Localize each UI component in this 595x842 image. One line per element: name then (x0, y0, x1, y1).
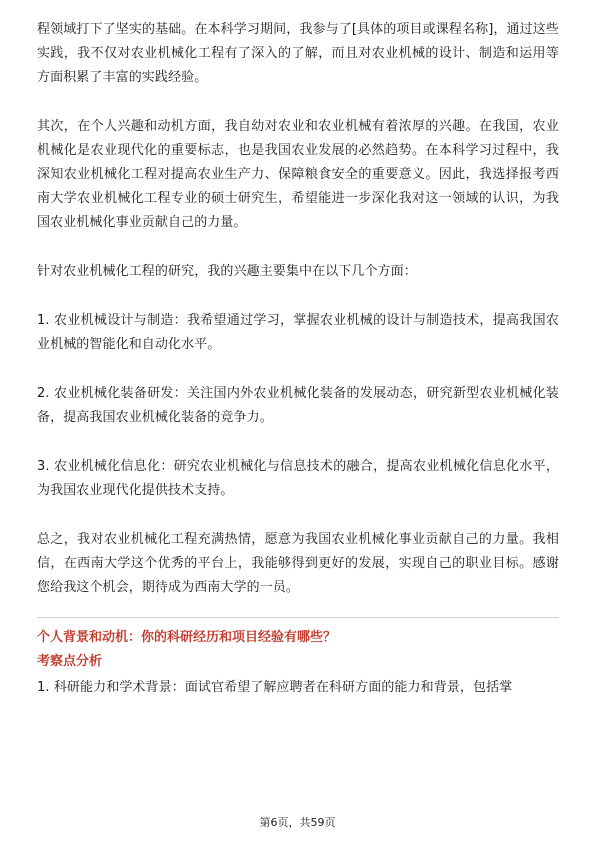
list-item-design-manufacturing: 1. 农业机械设计与制造：我希望通过学习，掌握农业机械的设计与制造技术，提高我国农业机械的智能化和自动化水平。 (37, 313, 559, 352)
section-subheading: 考察点分析 (37, 654, 103, 669)
section-heading: 个人背景和动机：你的科研经历和项目经验有哪些？ (37, 630, 337, 645)
page-content (37, 18, 559, 700)
paragraph-conclusion: 总之，我对农业机械化工程充满热情，愿意为我国农业机械化事业贡献自己的力量。我相信，在西南大学这个优秀的平台上，我能够得到更好的发展，实现自己的职业目标。感谢您给我这个机会，期待成为西南大学的一员。 (37, 532, 559, 595)
section-divider (37, 617, 559, 618)
list-item-equipment-rd: 2. 农业机械化装备研发：关注国内外农业机械化装备的发展动态，研究新型农业机械化装备，提高我国农业机械化装备的竞争力。 (37, 386, 559, 425)
analysis-item-1: 1. 科研能力和学术背景：面试官希望了解应聘者在科研方面的能力和背景，包括掌 (37, 680, 513, 695)
paragraph-research-interests-lead: 针对农业机械化工程的研究，我的兴趣主要集中在以下几个方面： (37, 264, 417, 279)
paragraph-intro-continued: 程领域打下了坚实的基础。在本科学习期间，我参与了[具体的项目或课程名称]，通过这些实践，我不仅对农业机械化工程有了深入的了解，而且对农业机械的设计、制造和运用等方面积累了丰富的实践经验。 (37, 22, 559, 85)
paragraph-interest-motivation: 其次，在个人兴趣和动机方面，我自幼对农业和农业机械有着浓厚的兴趣。在我国，农业机械化是农业现代化的重要标志，也是我国农业发展的必然趋势。在本科学习过程中，我深知农业机械化工程对提高农业生产力、保障粮食安全的重要意义。因此，我选择报考西南大学农业机械化工程专业的硕士研究生，希望能进一步深化我对这一领域的认识，为我国农业机械化事业贡献自己的力量。 (37, 119, 559, 230)
list-item-informatization: 3. 农业机械化信息化：研究农业机械化与信息技术的融合，提高农业机械化信息化水平，为我国农业现代化提供技术支持。 (37, 459, 559, 498)
page-footer: 第6页，共59页 (259, 816, 336, 829)
